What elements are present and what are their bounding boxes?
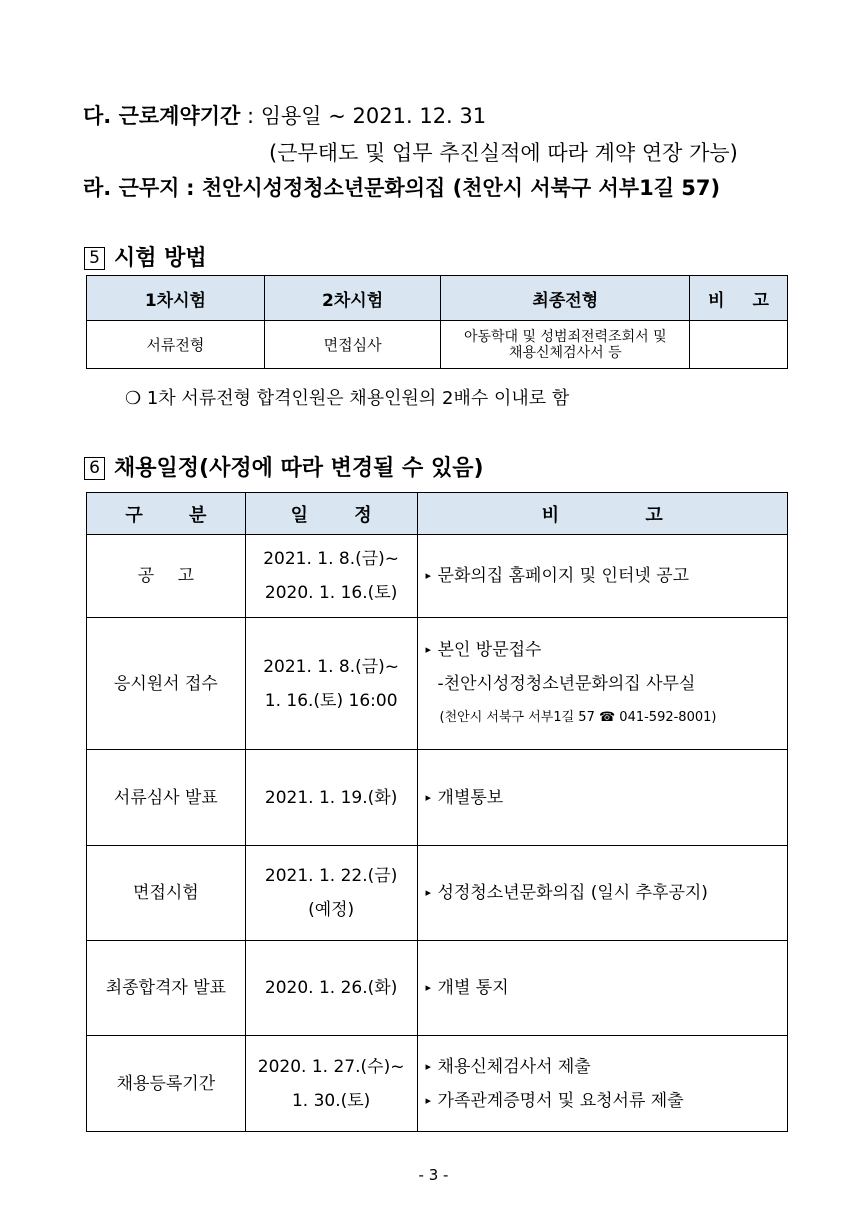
- section5-bullet: ❍ 1차 서류전형 합격인원은 채용인원의 2배수 이내로 함: [125, 388, 570, 409]
- note-line1: 성정청소년문화의집 (일시 추후공지): [437, 883, 708, 903]
- page-number: - 3 -: [418, 1166, 449, 1184]
- note-line2: -천안시성정청소년문화의집 사무실: [437, 673, 696, 694]
- cell-note: [417, 846, 787, 941]
- table-row: [87, 321, 788, 369]
- header-final: 최종전형: [441, 276, 690, 321]
- section5-number: 5: [84, 247, 105, 270]
- cell-category: 응시원서 접수: [87, 618, 246, 750]
- note-line1: 본인 방문접수: [437, 639, 542, 660]
- date-line1: 2021. 1. 22.(금): [264, 866, 398, 886]
- cell-first-exam: 서류전형: [87, 321, 265, 369]
- triangle-bullet-icon: ▸: [425, 886, 432, 899]
- cell-date: [245, 1036, 417, 1132]
- cell-remarks: [690, 321, 788, 369]
- workplace-label: 라. 근무지: [83, 176, 180, 200]
- table-header-row: [87, 276, 788, 321]
- workplace-value: : 천안시성정청소년문화의집 (천안시 서북구 서부1길 57): [186, 176, 721, 200]
- triangle-bullet-icon: ▸: [425, 790, 432, 804]
- triangle-bullet-icon: ▸: [425, 981, 432, 994]
- table-row: [87, 941, 788, 1036]
- exam-method-table: [86, 275, 788, 369]
- cell-category: 최종합격자 발표: [87, 941, 246, 1036]
- table-row: [87, 750, 788, 846]
- date-line1: 2020. 1. 27.(수)~: [257, 1056, 405, 1077]
- contract-period-label: 다. 근로계약기간: [83, 104, 241, 128]
- date-line2: 1. 30.(토): [291, 1090, 371, 1111]
- cell-note: [417, 618, 787, 750]
- header-note: 비 고: [417, 493, 787, 535]
- contract-period-note: (근무태도 및 업무 추진실적에 따라 계약 연장 가능): [269, 141, 738, 165]
- cell-category: 서류심사 발표: [87, 750, 246, 846]
- cell-second-exam: 면접심사: [264, 321, 441, 369]
- table-row: [87, 535, 788, 618]
- cell-date: 2020. 1. 26.(화): [245, 941, 417, 1036]
- note-line1: 채용신체검사서 제출: [437, 1056, 591, 1077]
- header-first-exam: 1차시험: [87, 276, 265, 321]
- cell-note: [417, 941, 787, 1036]
- header-date: 일 정: [245, 493, 417, 535]
- contract-period-line: [83, 100, 486, 130]
- cell-date: [245, 846, 417, 941]
- note-line1: 개별통보: [437, 787, 504, 808]
- cell-note: [417, 1036, 787, 1132]
- header-category: 구 분: [87, 493, 246, 535]
- section5-title: [84, 241, 207, 272]
- date-line2: (예정): [308, 900, 355, 920]
- cell-final-line1: 아동학대 및 성범죄전력조회서 및: [463, 328, 667, 345]
- cell-category: 공 고: [87, 535, 246, 618]
- section6-title-text: 채용일정(사정에 따라 변경될 수 있음): [114, 456, 484, 481]
- cell-date: [245, 618, 417, 750]
- header-second-exam: 2차시험: [264, 276, 441, 321]
- triangle-bullet-icon: ▸: [425, 642, 432, 656]
- cell-final-line2: 채용신체검사서 등: [508, 344, 622, 361]
- date-line1: 2021. 1. 8.(금)~: [263, 549, 400, 569]
- cell-note: [417, 535, 787, 618]
- table-row: [87, 618, 788, 750]
- date-line1: 2021. 1. 8.(금)~: [263, 656, 400, 677]
- triangle-bullet-icon: ▸: [425, 1093, 432, 1107]
- cell-note: [417, 750, 787, 846]
- triangle-bullet-icon: ▸: [425, 1059, 432, 1073]
- cell-date: [245, 535, 417, 618]
- note-line2: 가족관계증명서 및 요청서류 제출: [437, 1090, 684, 1111]
- section6-number: 6: [84, 457, 105, 480]
- date-line2: 2020. 1. 16.(토): [264, 583, 398, 603]
- triangle-bullet-icon: ▸: [425, 569, 432, 582]
- cell-category: 채용등록기간: [87, 1036, 246, 1132]
- table-row: [87, 1036, 788, 1132]
- note-line1: 개별 통지: [437, 978, 509, 998]
- date-line2: 1. 16.(토) 16:00: [264, 690, 398, 711]
- cell-final: [441, 321, 690, 369]
- table-row: [87, 846, 788, 941]
- table-header-row: [87, 493, 788, 535]
- note-line3: (천안시 서북구 서부1길 57 ☎ 041-592-8001): [439, 709, 717, 725]
- note-line1: 문화의집 홈페이지 및 인터넷 공고: [437, 566, 690, 586]
- contract-period-value: : 임용일 ~ 2021. 12. 31: [246, 104, 487, 128]
- cell-date: 2021. 1. 19.(화): [245, 750, 417, 846]
- section5-title-text: 시험 방법: [114, 246, 207, 271]
- workplace-line: [83, 172, 720, 202]
- header-remarks: 비 고: [690, 276, 788, 321]
- schedule-table: [86, 492, 788, 1132]
- section6-title: [84, 451, 484, 482]
- cell-category: 면접시험: [87, 846, 246, 941]
